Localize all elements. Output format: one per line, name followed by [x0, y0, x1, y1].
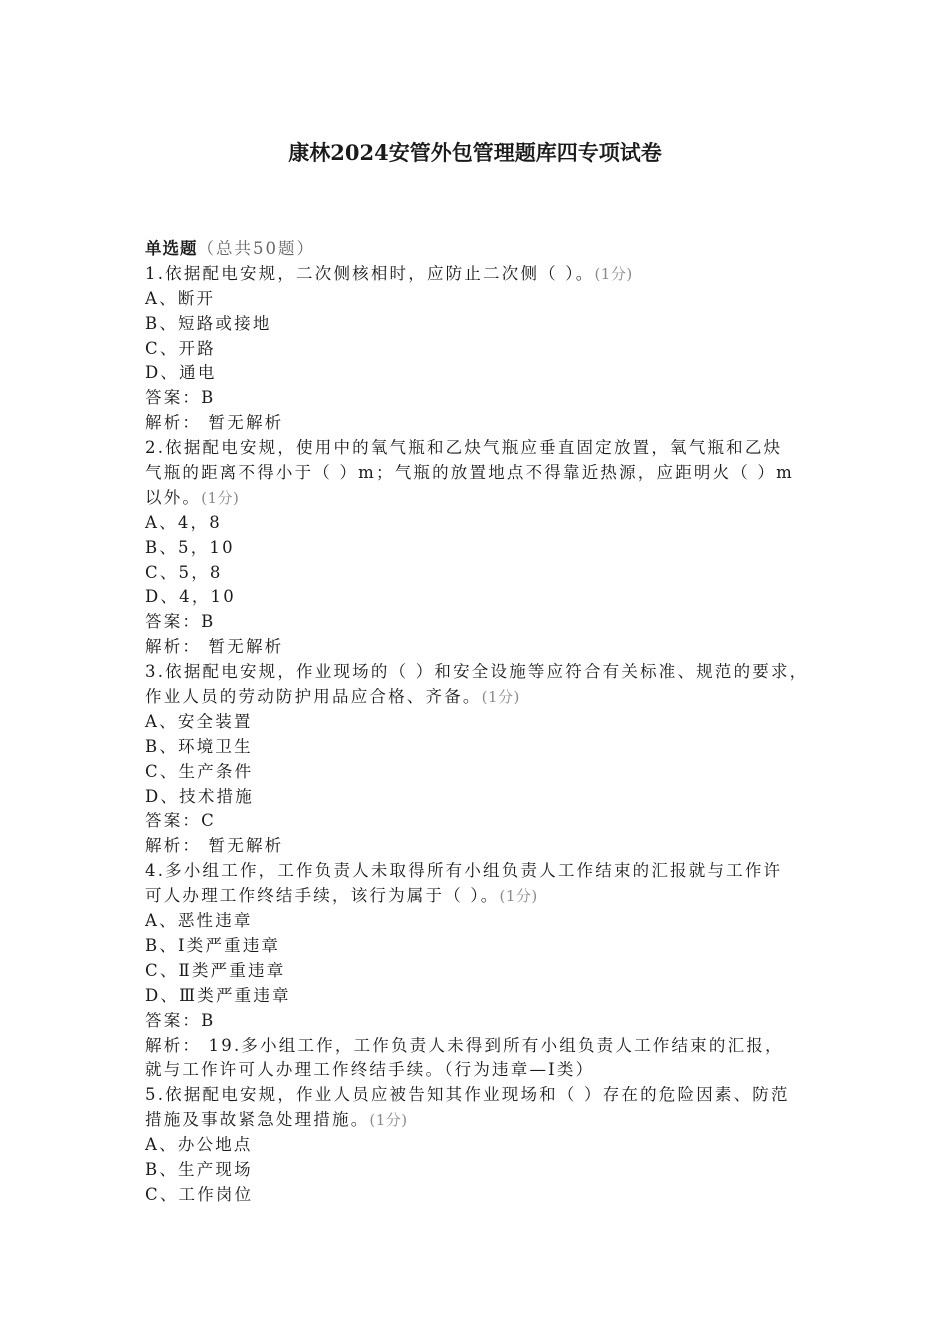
line-text: B、生产现场: [145, 1159, 253, 1179]
line-text: 可人办理工作终结手续，该行为属于（ ）。: [145, 886, 500, 906]
line-text: A、4，8: [145, 512, 222, 532]
text-line: [145, 262, 825, 287]
line-text: 措施及事故紧急处理措施。: [145, 1110, 370, 1130]
line-text: B、短路或接地: [145, 313, 272, 333]
line-text: 解析： 19.多小组工作，工作负责人未得到所有小组负责人工作结束的汇报，: [145, 1035, 784, 1055]
text-line: [145, 511, 825, 536]
line-text: 1.依据配电安规，二次侧核相时，应防止二次侧（ ）。: [145, 263, 595, 283]
line-text: 解析： 暂无解析: [145, 413, 284, 433]
line-text: 解析： 暂无解析: [145, 637, 284, 657]
text-line: [145, 1009, 825, 1034]
line-text: A、恶性违章: [145, 911, 253, 931]
score-label: (1分): [201, 488, 240, 507]
text-line: [145, 536, 825, 561]
text-line: [145, 934, 825, 959]
question-list: [145, 237, 825, 1208]
text-line: [145, 809, 825, 834]
line-text: 5.依据配电安规，作业人员应被告知其作业现场和（ ）存在的危险因素、防范: [145, 1085, 790, 1105]
line-text: D、技术措施: [145, 786, 254, 806]
line-text: D、通电: [145, 363, 217, 383]
score-label: (1分): [594, 264, 633, 283]
score-label: (1分): [481, 688, 520, 707]
line-text: C、Ⅱ类严重违章: [145, 960, 286, 980]
text-line: [145, 561, 825, 586]
line-text: 气瓶的距离不得小于（ ）m；气瓶的放置地点不得靠近热源，应距明火（ ）m: [145, 463, 794, 483]
text-line: [145, 984, 825, 1009]
text-line: [145, 1034, 825, 1059]
line-text: B、环境卫生: [145, 736, 253, 756]
text-line: [145, 735, 825, 760]
line-text: B、Ⅰ类严重违章: [145, 935, 281, 955]
text-line: [145, 660, 825, 685]
text-line: [145, 785, 825, 810]
text-line: [145, 1083, 825, 1108]
line-text: C、开路: [145, 338, 216, 358]
text-line: [145, 635, 825, 660]
text-line: [145, 1158, 825, 1183]
line-text: 答案：B: [145, 388, 216, 408]
line-text: A、断开: [145, 288, 216, 308]
line-text: 4.多小组工作，工作负责人未取得所有小组负责人工作结束的汇报就与工作许: [145, 861, 783, 881]
text-line: [145, 834, 825, 859]
text-line: [145, 710, 825, 735]
section-heading: [145, 237, 825, 262]
text-line: [145, 436, 825, 461]
text-line: [145, 1108, 825, 1133]
text-line: [145, 461, 825, 486]
line-text: B、5，10: [145, 537, 235, 557]
text-line: [145, 1183, 825, 1208]
score-label: (1分): [499, 887, 538, 906]
line-text: 答案：B: [145, 612, 216, 632]
text-line: [145, 1133, 825, 1158]
line-text: 就与工作许可人办理工作终结手续。（行为违章—Ⅰ类）: [145, 1060, 595, 1080]
lines-container: [145, 262, 825, 1208]
line-text: A、办公地点: [145, 1135, 253, 1155]
score-label: (1分): [369, 1111, 408, 1130]
line-text: D、Ⅲ类严重违章: [145, 985, 291, 1005]
text-line: [145, 1058, 825, 1083]
line-text: 答案：C: [145, 811, 216, 831]
text-line: [145, 337, 825, 362]
line-text: 答案：B: [145, 1010, 216, 1030]
text-line: [145, 610, 825, 635]
text-line: [145, 287, 825, 312]
text-line: [145, 585, 825, 610]
text-line: [145, 486, 825, 511]
text-line: [145, 685, 825, 710]
text-line: [145, 361, 825, 386]
line-text: C、生产条件: [145, 761, 254, 781]
text-line: [145, 959, 825, 984]
line-text: 作业人员的劳动防护用品应合格、齐备。: [145, 687, 482, 707]
text-line: [145, 909, 825, 934]
line-text: 3.依据配电安规，作业现场的（ ）和安全设施等应符合有关标准、规范的要求，: [145, 662, 809, 682]
document-title: 康林2024安管外包管理题库四专项试卷: [288, 140, 662, 165]
line-text: C、工作岗位: [145, 1184, 254, 1204]
section-label: 单选题: [145, 239, 198, 258]
line-text: 2.依据配电安规，使用中的氧气瓶和乙炔气瓶应垂直固定放置，氧气瓶和乙炔: [145, 438, 783, 458]
line-text: 以外。: [145, 487, 202, 507]
text-line: [145, 411, 825, 436]
text-line: [145, 312, 825, 337]
text-line: [145, 859, 825, 884]
section-note: （总共50题）: [197, 239, 315, 258]
line-text: D、4，10: [145, 587, 236, 607]
line-text: 解析： 暂无解析: [145, 836, 284, 856]
line-text: C、5，8: [145, 562, 223, 582]
text-line: [145, 760, 825, 785]
line-text: A、安全装置: [145, 711, 253, 731]
text-line: [145, 884, 825, 909]
text-line: [145, 386, 825, 411]
